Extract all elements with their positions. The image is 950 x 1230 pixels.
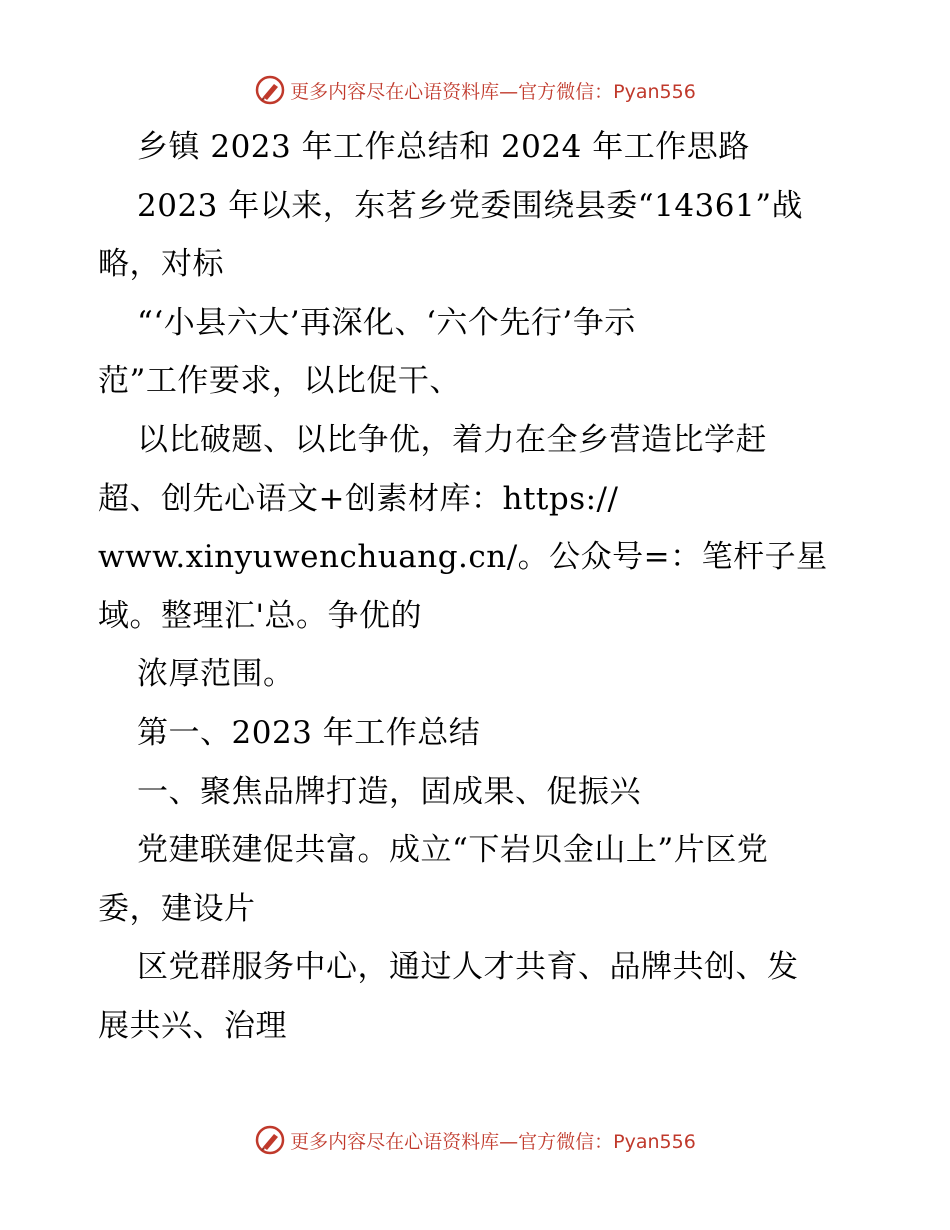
text-line: 域。整理汇'总。争优的 [98, 597, 423, 634]
text-line: 略，对标 [98, 246, 224, 283]
text-line: 第一、2023 年工作总结 [137, 714, 481, 751]
text-line: 范”工作要求，以比促干、 [98, 363, 461, 400]
text-line: 一、聚焦品牌打造，固成果、促振兴 [137, 773, 641, 810]
text-line: 区党群服务中心，通过人才共育、品牌共创、发 [137, 949, 799, 986]
text-line: 浓厚范围。 [137, 656, 295, 693]
text-line: 乡镇 2023 年工作总结和 2024 年工作思路 [137, 129, 750, 165]
text-line: 委，建设片 [98, 890, 256, 927]
text-line: www.xinyuwenchuang.cn/。公众号=：笔杆子星 [98, 539, 828, 576]
header-banner [0, 73, 950, 107]
banner-text: 更多内容尽在心语资料库—官方微信：Pyan556 [290, 80, 696, 103]
pen-logo-icon [254, 1124, 286, 1156]
text-line: “‘小县六大’再深化、‘六个先行’争示 [137, 304, 636, 341]
document-body [98, 118, 858, 1056]
banner-text: 更多内容尽在心语资料库—官方微信：Pyan556 [290, 1130, 696, 1153]
text-line: 超、创先心语文+创素材库：https:// [98, 480, 619, 517]
footer-banner [0, 1123, 950, 1157]
text-line: 2023 年以来，东茗乡党委围绕县委“14361”战 [137, 187, 804, 224]
text-line: 展共兴、治理 [98, 1007, 287, 1044]
pen-logo-icon [254, 74, 286, 106]
text-line: 以比破题、以比争优，着力在全乡营造比学赶 [137, 421, 767, 458]
text-line: 党建联建促共富。成立“下岩贝金山上”片区党 [137, 832, 769, 869]
